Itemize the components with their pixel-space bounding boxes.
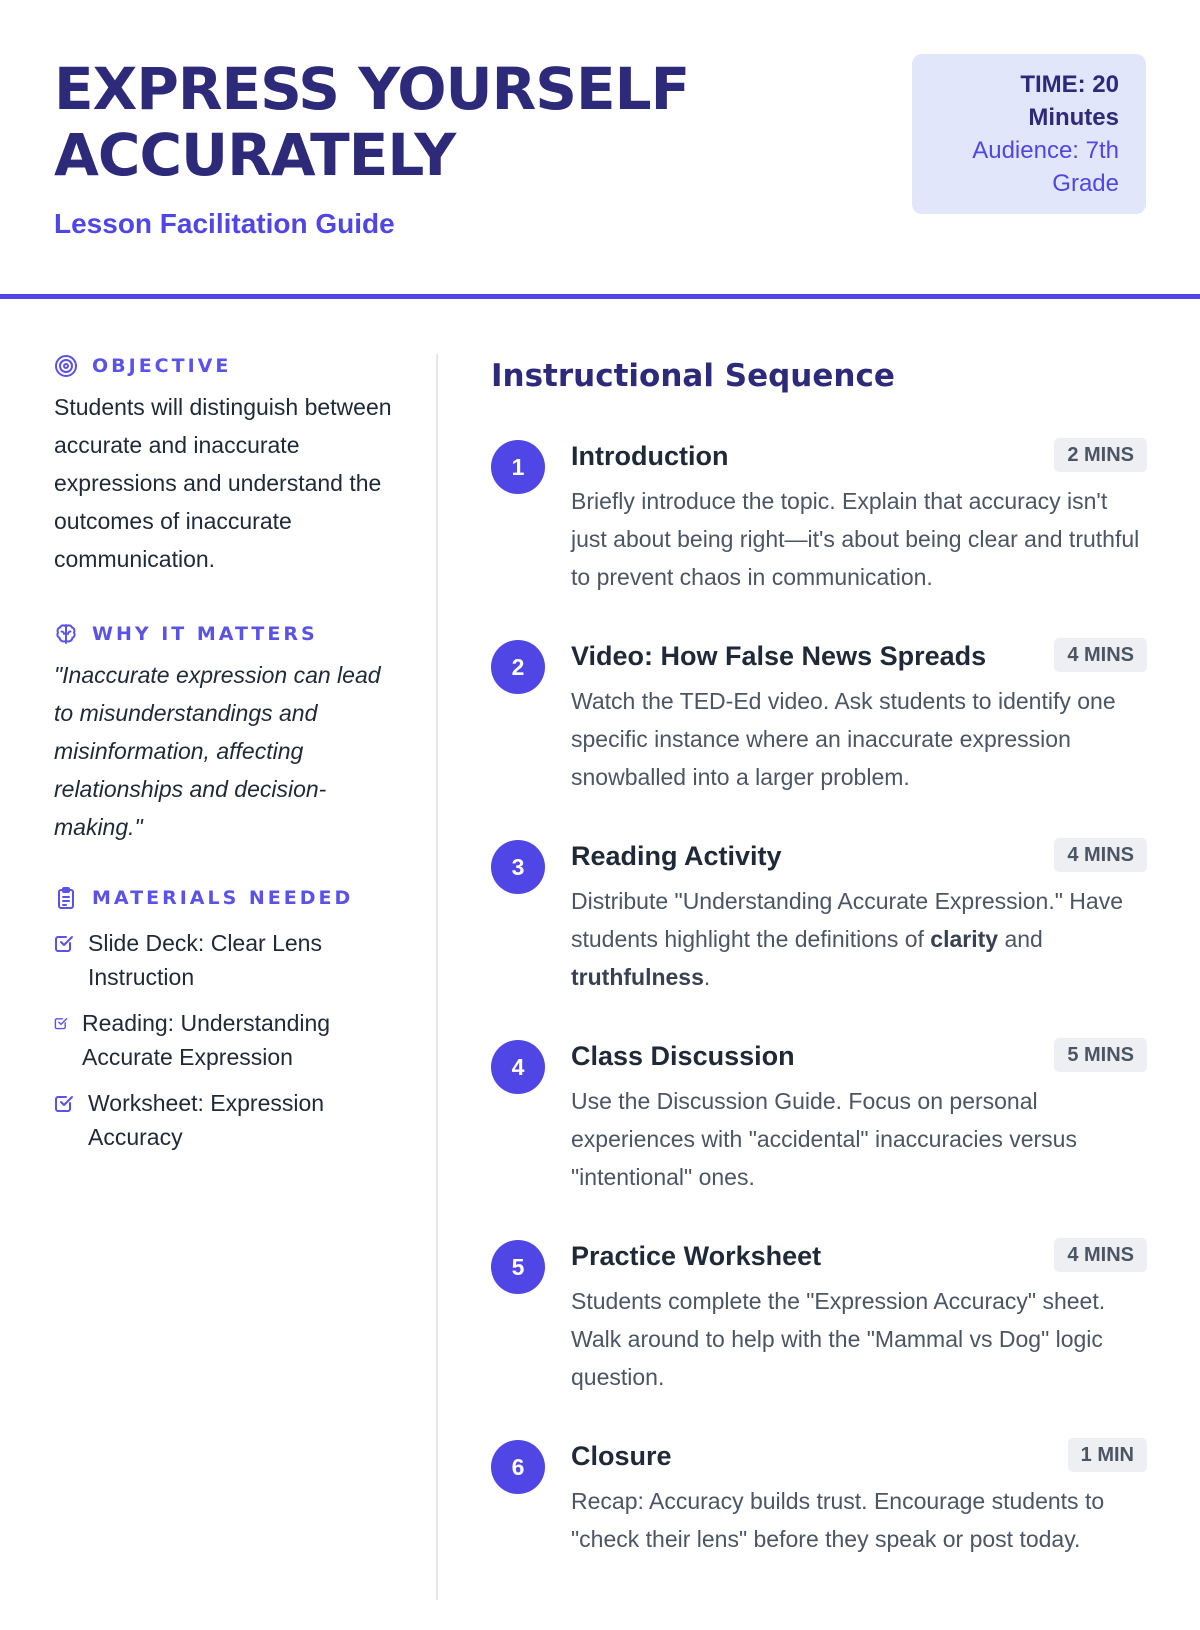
why-quote: "Inaccurate expression can lead to misunderstandings and misinformation, affecting relationships and decision-making." xyxy=(54,662,381,840)
step-item xyxy=(491,630,1147,830)
why-header xyxy=(54,618,394,650)
header-rule xyxy=(0,294,1200,299)
step-item xyxy=(491,1430,1147,1630)
audience-line-1: Audience: 7th xyxy=(972,137,1119,164)
step-name: Introduction xyxy=(571,441,729,471)
material-text: Slide Deck: Clear Lens Instruction xyxy=(88,930,322,990)
step-number-badge: 4 xyxy=(491,1040,545,1094)
material-text: Reading: Understanding Accurate Expression xyxy=(82,1010,331,1070)
step-description xyxy=(571,882,1141,996)
step-duration-badge: 2 MINS xyxy=(1054,438,1147,472)
material-item xyxy=(54,926,394,994)
lesson-meta-box xyxy=(912,54,1146,214)
step-number-badge: 6 xyxy=(491,1440,545,1494)
title-line-2: ACCURATELY xyxy=(54,121,456,189)
column-divider xyxy=(436,354,438,1600)
materials-label: MATERIALS NEEDED xyxy=(92,887,354,909)
step-name: Closure xyxy=(571,1441,672,1471)
step-item xyxy=(491,830,1147,1030)
audience-info xyxy=(932,134,1119,200)
materials-header xyxy=(54,882,394,914)
step-name: Class Discussion xyxy=(571,1041,795,1071)
checkbox-icon xyxy=(54,1093,74,1113)
step-description: Watch the TED-Ed video. Ask students to identify one specific instance where an inaccurate expression snowballed into a larger problem. xyxy=(571,688,1116,790)
step-number-badge: 3 xyxy=(491,840,545,894)
step-number-badge: 1 xyxy=(491,440,545,494)
step-description: Students complete the "Expression Accuracy" sheet. Walk around to help with the "Mammal vs Dog" logic question. xyxy=(571,1288,1106,1390)
objective-header xyxy=(54,350,394,382)
step-duration-badge: 1 MIN xyxy=(1068,1438,1147,1472)
term-truthfulness: truthfulness xyxy=(571,964,704,990)
step-duration-badge: 4 MINS xyxy=(1054,638,1147,672)
clipboard-icon xyxy=(54,886,78,910)
step-duration-badge: 4 MINS xyxy=(1054,838,1147,872)
material-text: Worksheet: Expression Accuracy xyxy=(88,1090,325,1150)
title-block xyxy=(54,56,834,240)
step-number-badge: 5 xyxy=(491,1240,545,1294)
step-number-badge: 2 xyxy=(491,640,545,694)
brain-icon xyxy=(54,622,78,646)
time-line-1: TIME: 20 xyxy=(1020,71,1119,98)
audience-line-2: Grade xyxy=(1052,170,1119,197)
objective-label: OBJECTIVE xyxy=(92,355,232,377)
checkbox-icon xyxy=(54,1016,68,1030)
material-item xyxy=(54,1086,394,1154)
step-description: Recap: Accuracy builds trust. Encourage students to "check their lens" before they speak or post today. xyxy=(571,1488,1105,1552)
step-item xyxy=(491,1230,1147,1430)
objective-section xyxy=(54,350,394,578)
step-item xyxy=(491,430,1147,630)
step-description: Use the Discussion Guide. Focus on personal experiences with "accidental" inaccuracies versus "intentional" ones. xyxy=(571,1088,1077,1190)
step-duration-badge: 4 MINS xyxy=(1054,1238,1147,1272)
materials-section xyxy=(54,882,394,1154)
step-item xyxy=(491,1030,1147,1230)
step-name: Reading Activity xyxy=(571,841,782,871)
step-description: Briefly introduce the topic. Explain that accuracy isn't just about being right—it's about being clear and truthful to prevent chaos in communication. xyxy=(571,488,1140,590)
time-info xyxy=(932,68,1119,134)
why-section xyxy=(54,618,394,846)
materials-list xyxy=(54,926,394,1154)
instructional-sequence xyxy=(491,350,1147,1630)
page-header xyxy=(0,0,1200,296)
sidebar xyxy=(54,350,394,1166)
why-label: WHY IT MATTERS xyxy=(92,623,318,645)
sequence-title: Instructional Sequence xyxy=(491,358,895,394)
desc-text: and xyxy=(998,926,1043,952)
material-item xyxy=(54,1006,394,1074)
time-line-2: Minutes xyxy=(1028,104,1119,131)
title-line-1: EXPRESS YOURSELF xyxy=(54,55,690,123)
page-subtitle: Lesson Facilitation Guide xyxy=(54,208,395,239)
step-name: Video: How False News Spreads xyxy=(571,641,987,671)
step-name: Practice Worksheet xyxy=(571,1241,822,1271)
target-icon xyxy=(54,354,78,378)
steps-list xyxy=(491,430,1147,1630)
checkbox-icon xyxy=(54,933,74,953)
desc-text: Distribute "Understanding Accurate Expression." Have students highlight the definitions of xyxy=(571,888,1123,952)
desc-text: . xyxy=(703,964,711,990)
page-title xyxy=(54,56,834,188)
step-duration-badge: 5 MINS xyxy=(1054,1038,1147,1072)
term-clarity: clarity xyxy=(930,926,999,952)
objective-text: Students will distinguish between accurate and inaccurate expressions and understand the outcomes of inaccurate communication. xyxy=(54,394,392,572)
